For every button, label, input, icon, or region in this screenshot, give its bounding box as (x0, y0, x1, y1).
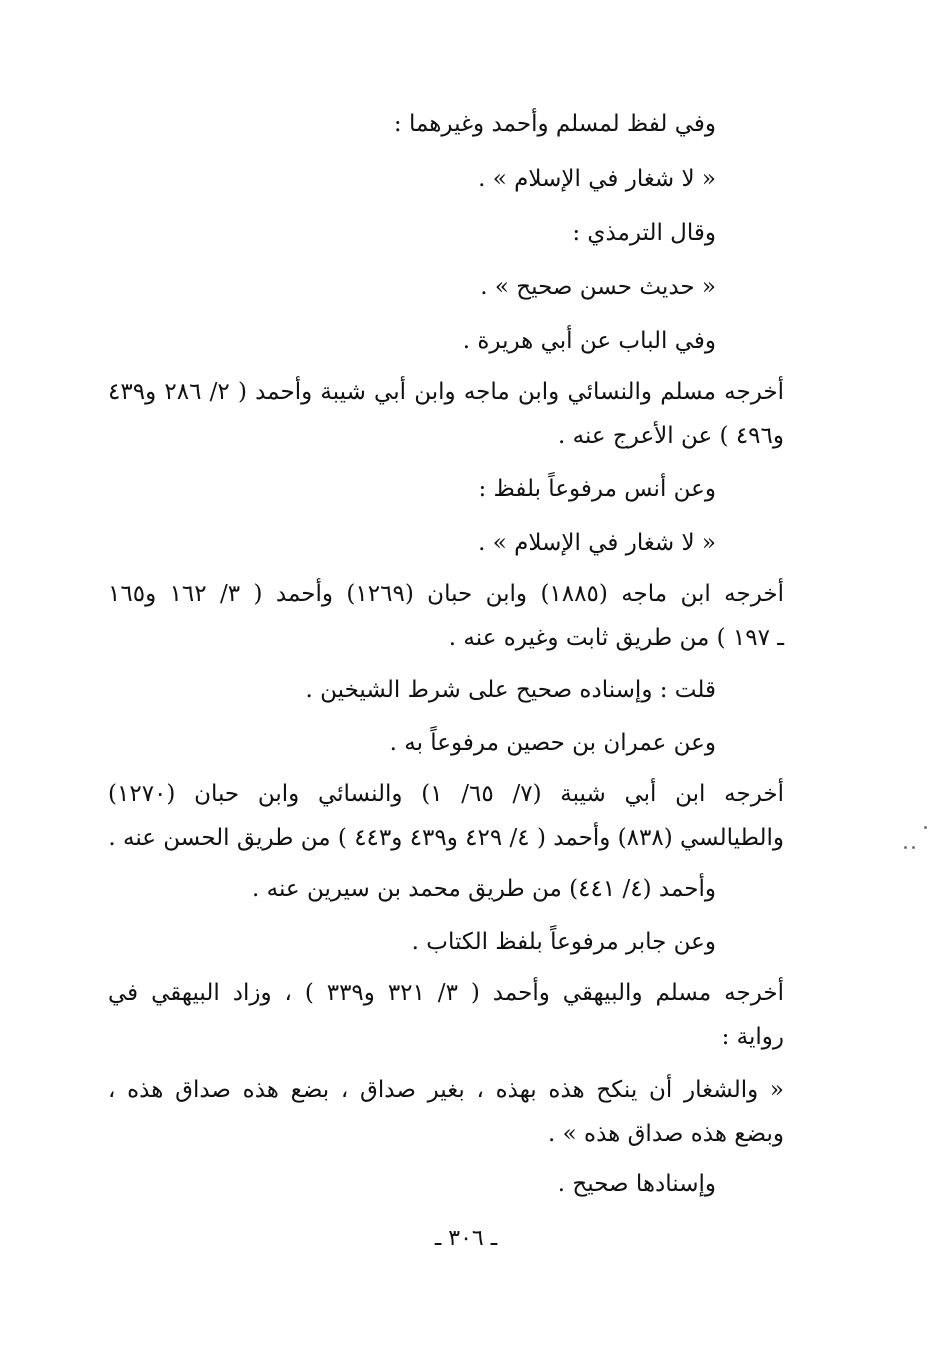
citation-line: وأحمد (٤/ ٤٤١) من طريق محمد بن سيرين عنه . (252, 876, 716, 902)
quote-line: « والشغار أن ينكح هذه بهذه ، بغير صداق ، بضع هذه صداق هذه ، (108, 1077, 784, 1103)
quote-line: وبضع هذه صداق هذه » . (548, 1121, 784, 1147)
text-line: وفي لفظ لمسلم وأحمد وغيرهما : (393, 111, 716, 137)
quote-line: « حديث حسن صحيح » . (480, 274, 716, 300)
scan-speck (924, 826, 927, 829)
text-line: قلت : وإسناده صحيح على شرط الشيخين . (305, 677, 716, 703)
citation-line: أخرجه ابن أبي شيبة (٧/ ٦٥/ ١) والنسائي وابن حبان (١٢٧٠) (108, 781, 785, 807)
scan-speck (904, 846, 907, 849)
page-number: ـ ٣٠٦ ـ (434, 1226, 498, 1251)
citation-line: أخرجه مسلم والبيهقي وأحمد ( ٣/ ٣٢١ و٣٣٩ ) ، وزاد البيهقي في (108, 980, 784, 1006)
scan-speck (912, 846, 915, 849)
citation-line: أخرجه مسلم والنسائي وابن ماجه وابن أبي شيبة وأحمد ( ٢/ ٢٨٦ و٤٣٩ (108, 379, 785, 405)
citation-line: أخرجه ابن ماجه (١٨٨٥) وابن حبان (١٢٦٩) وأحمد ( ٣/ ١٦٢ و١٦٥ (108, 581, 785, 607)
text-line: وعن جابر مرفوعاً بلفظ الكتاب . (411, 929, 716, 955)
citation-line: والطيالسي (٨٣٨) وأحمد ( ٤/ ٤٢٩ و٤٣٩ و٤٤٣ ) من طريق الحسن عنه . (108, 825, 784, 851)
text-line: وقال الترمذي : (572, 220, 716, 246)
quote-line: « لا شغار في الإسلام » . (478, 166, 716, 192)
text-line: وعن عمران بن حصين مرفوعاً به . (389, 730, 716, 756)
citation-line: ـ ١٩٧ ) من طريق ثابت وغيره عنه . (448, 625, 784, 651)
quote-line: « لا شغار في الإسلام » . (478, 530, 716, 556)
citation-line: و٤٩٦ ) عن الأعرج عنه . (557, 423, 784, 449)
text-line: وفي الباب عن أبي هريرة . (462, 328, 716, 354)
text-line: وعن أنس مرفوعاً بلفظ : (478, 476, 716, 502)
text-line: وإسنادها صحيح . (557, 1171, 716, 1197)
citation-line: رواية : (721, 1024, 784, 1050)
